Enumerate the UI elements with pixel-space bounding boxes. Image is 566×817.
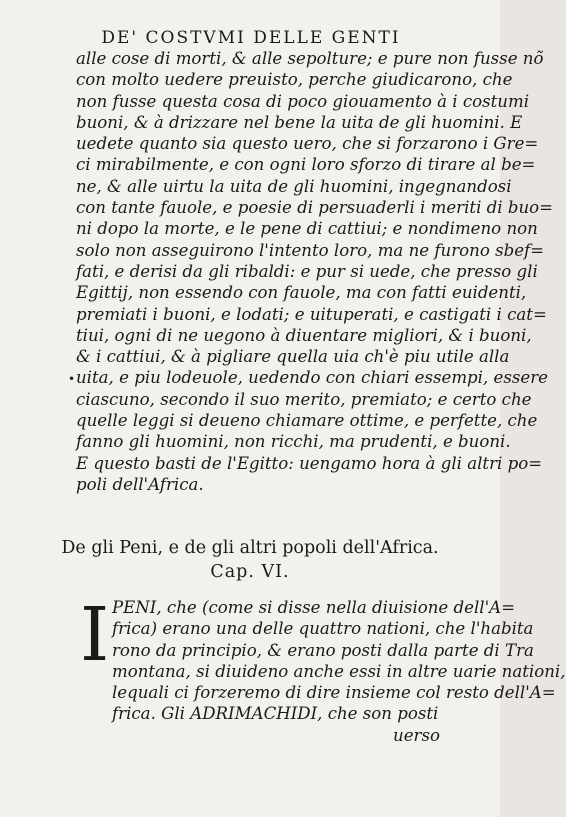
text-line: Egittij, non essendo con fauole, ma con fatti euidenti, xyxy=(76,283,527,303)
text-line: ne, & alle uirtu la uita de gli huomini, ingegnandosi xyxy=(76,176,512,196)
text-line: fanno gli huomini, non ricchi, ma prudenti, e buoni. xyxy=(76,432,511,452)
text-line: lequali ci forzeremo di dire insieme col resto dell'A= xyxy=(112,683,556,703)
running-header: DE' COSTVMI DELLE GENTI xyxy=(101,28,401,48)
margin-mark: • xyxy=(68,372,76,386)
text-line: ni dopo la morte, e le pene di cattiui; e nondimeno non xyxy=(76,219,538,239)
text-line: PENI, che (come si disse nella diuisione dell'A= xyxy=(112,598,516,617)
text-line: frica. Gli ADRIMACHIDI, che son posti xyxy=(112,704,439,724)
text-line: alle cose di morti, & alle sepolture; e pure non fusse nõ xyxy=(76,49,544,68)
text-line: con tante fauole, e poesie di persuaderli i meriti di buo= xyxy=(76,198,554,218)
text-line: ciascuno, secondo il suo merito, premiato; e certo che xyxy=(76,389,532,409)
chapter-title: De gli Peni, e de gli altri popoli dell'Africa. xyxy=(61,538,439,558)
chapter-text-block xyxy=(112,597,566,746)
text-line: premiati i buoni, e lodati; e uituperati, e castigati i cat= xyxy=(76,304,547,324)
text-line: solo non asseguirono l'intento loro, ma ne furono sbef= xyxy=(76,240,545,260)
text-line: ci mirabilmente, e con ogni loro sforzo di tirare al be= xyxy=(76,155,536,175)
main-text-block xyxy=(76,48,554,495)
catchword: uerso xyxy=(393,725,440,745)
text-line: non fusse questa cosa di poco giouamento à i costumi xyxy=(76,91,530,111)
text-line: uedete quanto sia questo uero, che si forzarono i Gre= xyxy=(76,134,539,154)
chapter-number: Cap. VI. xyxy=(210,562,290,582)
text-line: tiui, ogni di ne uegono à diuentare migliori, & i buoni, xyxy=(76,325,532,345)
text-line: uita, e piu lodeuole, uedendo con chiari essempi, essere xyxy=(76,368,548,388)
text-line: E questo basti de l'Egitto: uengamo hora à gli altri po= xyxy=(76,453,543,473)
text-line: frica) erano una delle quattro nationi, che l'habita xyxy=(112,619,534,639)
text-line: quelle leggi si deueno chiamare ottime, e perfette, che xyxy=(76,411,538,431)
text-line: & i cattiui, & à pigliare quella uia ch'è piu utile alla xyxy=(76,347,510,367)
text-line: poli dell'Africa. xyxy=(76,474,204,494)
text-line: buoni, & à drizzare nel bene la uita de gli huomini. E xyxy=(76,112,523,132)
text-line: fati, e derisi da gli ribaldi: e pur si uede, che presso gli xyxy=(76,261,538,281)
drop-cap: I xyxy=(80,592,110,678)
text-line: con molto uedere preuisto, perche giudicarono, che xyxy=(76,70,513,90)
text-line: montana, si diuideno anche essi in altre uarie nationi, xyxy=(112,661,566,681)
text-line: rono da principio, & erano posti dalla parte di Tra xyxy=(112,640,534,660)
chapter-heading xyxy=(60,536,440,584)
